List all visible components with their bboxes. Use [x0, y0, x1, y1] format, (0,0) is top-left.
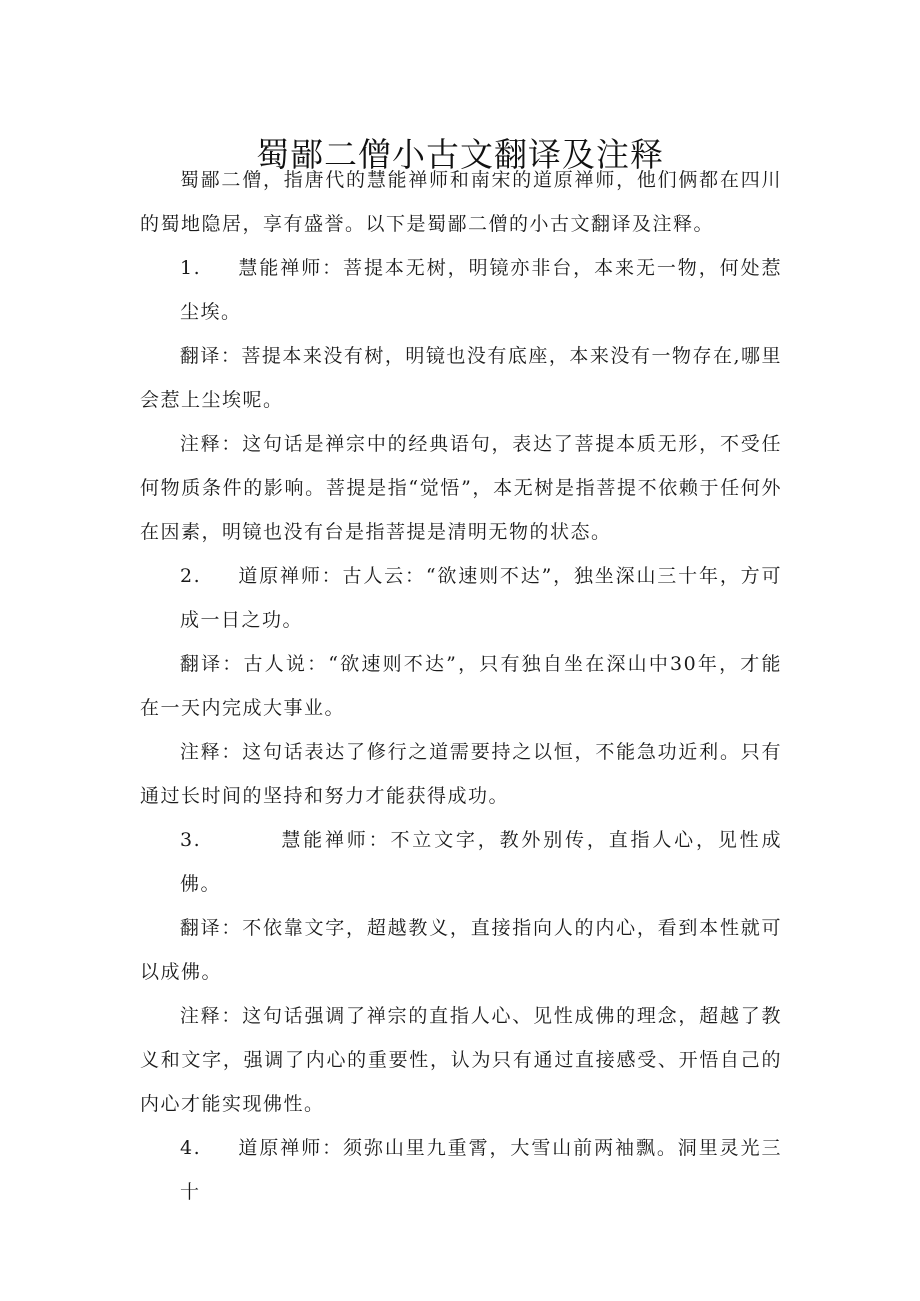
- item-number: 4.: [180, 1137, 202, 1159]
- item-text: 道原禅师：古人云：“欲速则不达”，独坐深山三十年，方可成一日之功。: [180, 565, 782, 631]
- item-1: [140, 246, 782, 334]
- item-text: 慧能禅师：菩提本无树，明镜亦非台，本来无一物，何处惹尘埃。: [180, 257, 782, 323]
- translation-paragraph: 翻译：菩提本来没有树，明镜也没有底座，本来没有一物存在,哪里会惹上尘埃呢。: [140, 345, 782, 411]
- item-text: 道原禅师：须弥山里九重霄，大雪山前两袖飘。洞里灵光三十: [180, 1137, 782, 1203]
- document-body: [140, 158, 782, 1214]
- item-2: [140, 554, 782, 642]
- item-number: 3.: [180, 829, 202, 851]
- note-paragraph: 注释：这句话表达了修行之道需要持之以恒，不能急功近利。只有通过长时间的坚持和努力才能获得成功。: [140, 741, 782, 807]
- item-4: [140, 1126, 782, 1214]
- intro-paragraph: 蜀鄙二僧，指唐代的慧能禅师和南宋的道原禅师，他们俩都在四川的蜀地隐居，享有盛誉。以下是蜀鄙二僧的小古文翻译及注释。: [140, 169, 782, 235]
- note-paragraph: 注释：这句话强调了禅宗的直指人心、见性成佛的理念，超越了教义和文字，强调了内心的重要性，认为只有通过直接感受、开悟自己的内心才能实现佛性。: [140, 1005, 782, 1115]
- translation-paragraph: 翻译：古人说：“欲速则不达”，只有独自坐在深山中30年，才能在一天内完成大事业。: [140, 653, 782, 719]
- item-number: 1.: [180, 257, 202, 279]
- translation-paragraph: 翻译：不依靠文字，超越教义，直接指向人的内心，看到本性就可以成佛。: [140, 917, 782, 983]
- item-3: [140, 818, 782, 906]
- note-paragraph: 注释：这句话是禅宗中的经典语句，表达了菩提本质无形，不受任何物质条件的影响。菩提是指“觉悟”，本无树是指菩提不依赖于任何外在因素，明镜也没有台是指菩提是清明无物的状态。: [140, 433, 782, 543]
- document-title: 蜀鄙二僧小古文翻译及注释: [256, 135, 664, 175]
- item-number: 2.: [180, 565, 202, 587]
- item-text: 慧能禅师：不立文字，教外别传，直指人心，见性成佛。: [180, 829, 782, 895]
